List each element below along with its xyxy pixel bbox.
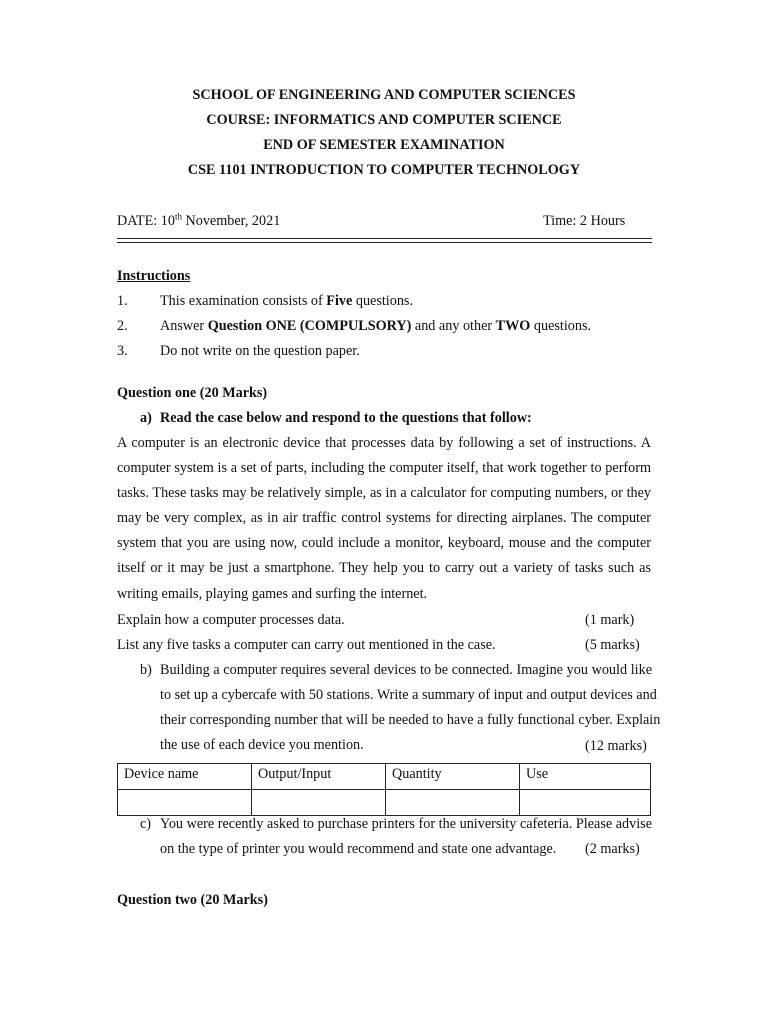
header-divider-top — [117, 238, 652, 239]
device-table — [117, 763, 651, 816]
part-b-label: b) — [140, 662, 152, 678]
date-prefix: DATE: 10 — [117, 213, 175, 229]
instruction-number: 1. — [117, 293, 128, 309]
marks-label: (5 marks) — [585, 637, 640, 653]
part-a-instruction: Read the case below and respond to the questions that follow: — [160, 410, 532, 426]
case-line: writing emails, playing games and surfing the internet. — [117, 585, 428, 602]
date-ordinal: th — [174, 211, 182, 222]
marks-label: (2 marks) — [585, 841, 640, 857]
unit-title: CSE 1101 INTRODUCTION TO COMPUTER TECHNOLOGY — [187, 162, 581, 178]
marks-label: (1 mark) — [585, 612, 635, 628]
part-c-line: You were recently asked to purchase printers for the university cafeteria. Please advise — [160, 816, 652, 832]
column-header: Quantity — [386, 764, 520, 790]
column-header: Output/Input — [252, 764, 386, 790]
instruction-item: This examination consists of Five questions. — [160, 293, 413, 309]
question-one-heading: Question one (20 Marks) — [117, 385, 268, 401]
case-line: itself or it may be just a smartphone. They help you to carry out a variety of tasks such as — [117, 560, 651, 577]
instruction-number: 2. — [117, 318, 128, 334]
part-b-line: their corresponding number that will be needed to have a fully functional cyber. Explain — [160, 712, 661, 729]
school-title: SCHOOL OF ENGINEERING AND COMPUTER SCIENCES — [192, 87, 576, 103]
instruction-number: 3. — [117, 343, 128, 359]
sub-question: List any five tasks a computer can carry out mentioned in the case. — [117, 637, 496, 653]
case-paragraph — [117, 431, 651, 607]
instruction-item: Answer Question ONE (COMPULSORY) and any other TWO questions. — [160, 318, 592, 334]
part-c-text — [160, 812, 652, 862]
sub-question: Explain how a computer processes data. — [117, 612, 345, 628]
exam-duration: Time: 2 Hours — [543, 213, 626, 229]
column-header: Device name — [118, 764, 252, 790]
date-rest: November, 2021 — [181, 213, 281, 229]
course-title: COURSE: INFORMATICS AND COMPUTER SCIENCE — [206, 112, 562, 128]
header-divider-bottom — [117, 242, 652, 243]
question-two-heading: Question two (20 Marks) — [117, 892, 268, 908]
part-b-line: the use of each device you mention. — [160, 737, 364, 754]
exam-date — [117, 213, 280, 230]
part-b-line: to set up a cybercafe with 50 stations. Write a summary of input and output devices and — [160, 687, 657, 704]
column-header: Use — [520, 764, 651, 790]
table-header-row — [118, 764, 651, 790]
case-line: tasks. These tasks may be relatively simple, as in a calculator for computing numbers, or they — [117, 485, 651, 502]
case-line: system that you are using now, could include a monitor, keyboard, mouse and the computer — [117, 535, 651, 552]
case-line: computer system is a set of parts, including the computer itself, that work together to perform — [117, 460, 651, 477]
case-line: A computer is an electronic device that processes data by following a set of instructions. A — [117, 435, 651, 451]
part-b-text — [160, 658, 661, 758]
part-a-label: a) — [140, 410, 152, 426]
part-b-line: Building a computer requires several devices to be connected. Imagine you would like — [160, 662, 652, 678]
marks-label: (12 marks) — [585, 738, 647, 754]
part-c-line: on the type of printer you would recommend and state one advantage. — [160, 841, 557, 858]
part-c-label: c) — [140, 816, 152, 832]
instructions-heading: Instructions — [117, 268, 191, 284]
exam-title: END OF SEMESTER EXAMINATION — [263, 137, 505, 153]
case-line: may be very complex, as in air traffic control systems for directing airplanes. The computer — [117, 510, 651, 527]
instruction-item: Do not write on the question paper. — [160, 343, 360, 359]
